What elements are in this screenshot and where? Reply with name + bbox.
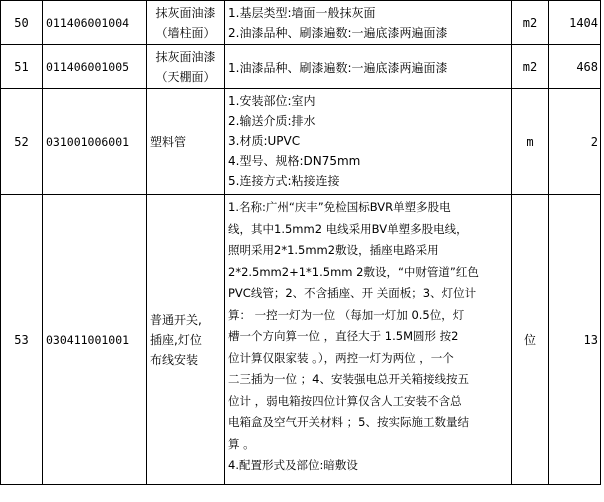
item-quantity: 2 [549,89,601,195]
item-unit: 位 [512,195,549,485]
table-row [1,89,601,195]
item-code: 030411001001 [43,195,147,485]
item-quantity: 1404 [549,1,601,45]
item-unit: m [512,89,549,195]
table-row [1,1,601,45]
row-number: 53 [1,195,43,485]
item-code: 031001006001 [43,89,147,195]
item-code: 011406001004 [43,1,147,45]
item-quantity: 13 [549,195,601,485]
item-unit: m2 [512,1,549,45]
table-row [1,45,601,89]
item-features: 1.名称:广州“庆丰”免检国标BVR单塑多股电 线，其中1.5mm2 电线采用BV单塑多股电线， 照明采用2*1.5mm2敷设，插座电路采用 2*2.5mm2+1*1.5mm 2敷设，“中财管道”红色 PVC线管；2、不含插座、开 关面板；3、灯位计 算： 一控一灯为一位 （每加一灯加 0.5位，灯 槽一个方向算一位 ，直径大于 1.5M圆形 按2 位计算仅限家装 。），两控一灯为两位 ，一个 二三插为一位 ；4、安装强电总开关箱接线按五 位计 ，弱电箱按四位计算仅含人工安装不含总 电箱盒及空气开关材料 ；5、按实际施工数量结 算 。 4.配置形式及部位:暗敷设 [225,195,512,485]
item-quantity: 468 [549,45,601,89]
row-number: 50 [1,1,43,45]
item-features: 1.基层类型:墙面一般抹灰面 2.油漆品种、刷漆遍数:一遍底漆两遍面漆 [225,1,512,45]
item-features: 1.油漆品种、刷漆遍数:一遍底漆两遍面漆 [225,45,512,89]
row-number: 52 [1,89,43,195]
item-name: 塑料管 [147,89,225,195]
table-row [1,195,601,485]
item-name: 抹灰面油漆 （墙柱面） [147,1,225,45]
item-name: 普通开关, 插座,灯位 布线安装 [147,195,225,485]
item-code: 011406001005 [43,45,147,89]
item-name: 抹灰面油漆 （天棚面） [147,45,225,89]
item-unit: m2 [512,45,549,89]
row-number: 51 [1,45,43,89]
item-features: 1.安装部位:室内 2.输送介质:排水 3.材质:UPVC 4.型号、规格:DN75mm 5.连接方式:粘接连接 [225,89,512,195]
